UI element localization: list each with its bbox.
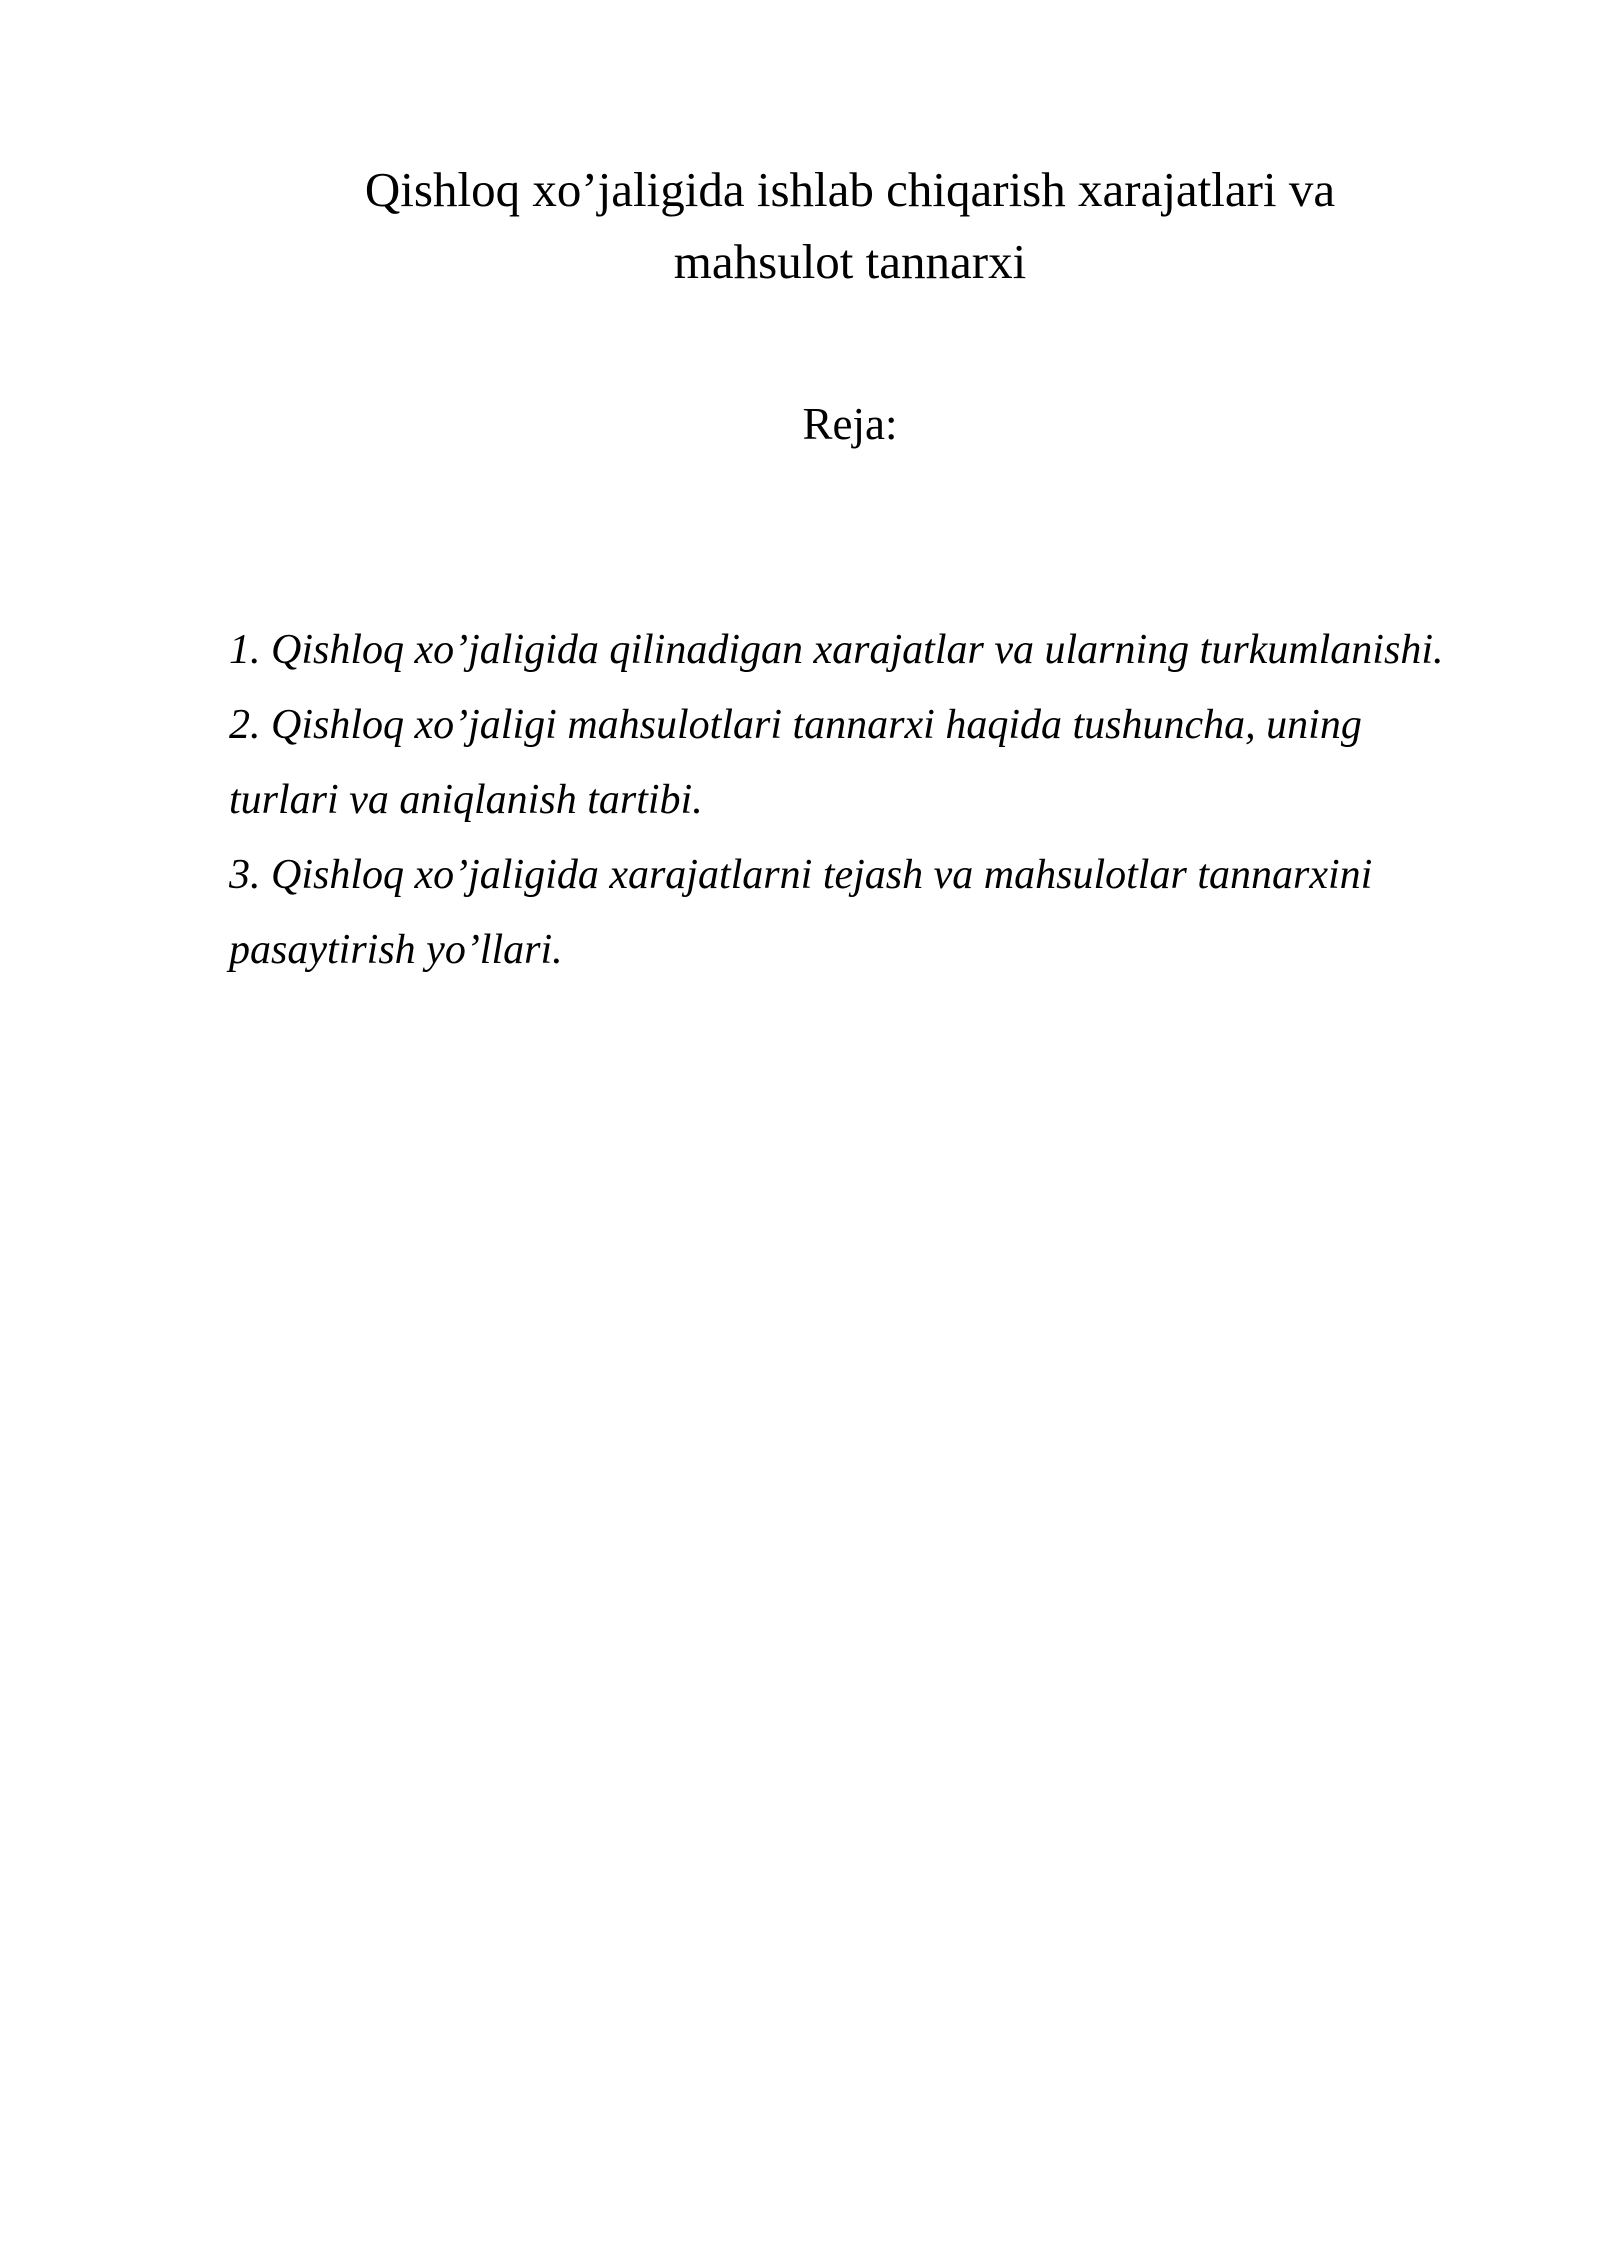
title-line: mahsulot tannarxi: [673, 234, 1027, 289]
plan-item: [229, 613, 1529, 688]
plan-item-line: turlari va aniqlanish tartibi.: [229, 777, 703, 823]
plan-item-line: 2. Qishloq xo’jaligi mahsulotlari tannarxi haqida tushuncha, uning: [229, 702, 1362, 748]
plan-item: [229, 838, 1529, 988]
plan-item-line: 3. Qishloq xo’jaligida xarajatlarni tejash va mahsulotlar tannarxini: [229, 852, 1373, 898]
document-title: [240, 154, 1460, 298]
title-line: Qishloq xo’jaligida ishlab chiqarish xarajatlari va: [364, 162, 1336, 217]
plan-item: [229, 688, 1529, 838]
plan-heading: Reja:: [802, 399, 898, 449]
plan-item-line: pasaytirish yo’llari.: [229, 927, 563, 973]
plan-list: [229, 613, 1529, 988]
plan-item-line: 1. Qishloq xo’jaligida qilinadigan xarajatlar va ularning turkumlanishi.: [229, 627, 1444, 673]
